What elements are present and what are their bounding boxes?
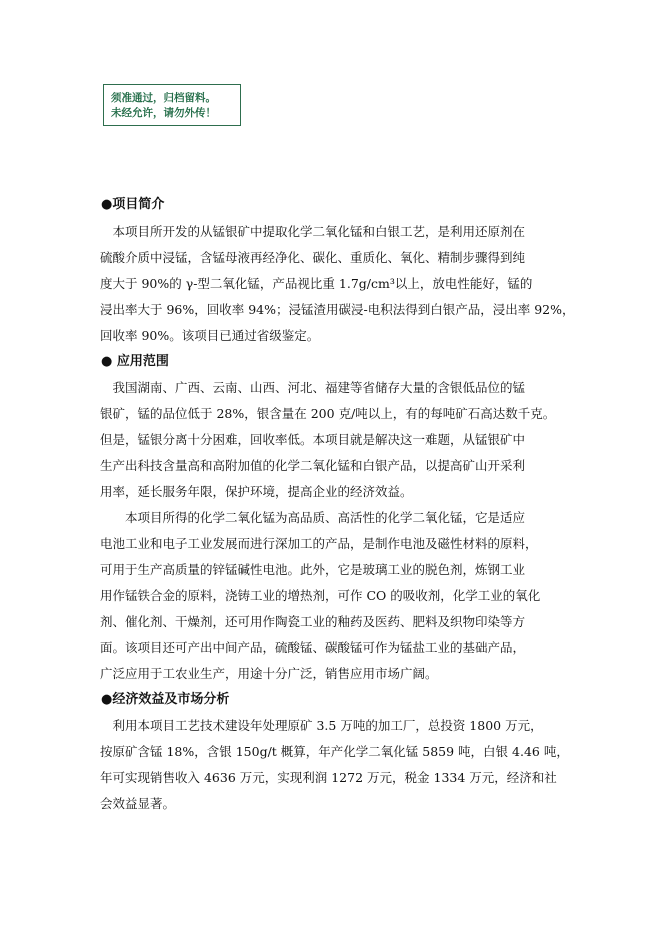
paragraph-line: 利用本项目工艺技术建设年处理原矿 3.5 万吨的加工厂，总投资 1800 万元， xyxy=(100,718,543,733)
paragraph-line: 用率，延长服务年限，保护环境，提高企业的经济效益。 xyxy=(100,484,413,499)
paragraph-line: 银矿，锰的品位低于 28%，银含量在 200 克/吨以上，有的每吨矿石高达数千克。 xyxy=(100,406,556,421)
paragraph-line: 生产出科技含量高和高附加值的化学二氧化锰和白银产品，以提高矿山开采利 xyxy=(100,458,526,473)
paragraph-line: 本项目所开发的从锰银矿中提取化学二氧化锰和白银工艺，是利用还原剂在 xyxy=(100,224,526,239)
paragraph-line: 电池工业和电子工业发展而进行深加工的产品，是制作电池及磁性材料的原料， xyxy=(100,536,538,551)
paragraph-line: 我国湖南、广西、云南、山西、河北、福建等省储存大量的含银低品位的锰 xyxy=(100,380,526,395)
paragraph-line: 用作锰铁合金的原料，浇铸工业的增热剂，可作 CO 的吸收剂，化学工业的氧化 xyxy=(100,588,541,603)
paragraph-line: 回收率 90%。该项目已通过省级鉴定。 xyxy=(100,328,320,343)
paragraph-line: 可用于生产高质量的锌锰碱性电池。此外，它是玻璃工业的脱色剂，炼钢工业 xyxy=(100,562,526,577)
paragraph-line: 浸出率大于 96%，回收率 94%；浸锰渣用碳浸-电积法得到白银产品，浸出率 92%， xyxy=(100,302,575,317)
section-heading-application-scope: ● 应用范围 xyxy=(101,354,169,369)
paragraph-line: 剂、催化剂、干燥剂，还可用作陶瓷工业的釉药及医药、肥料及织物印染等方 xyxy=(100,614,526,629)
paragraph-line: 按原矿含锰 18%，含银 150g/t 概算，年产化学二氧化锰 5859 吨，白银 4.46 吨， xyxy=(100,744,569,759)
section-heading-project-intro: ●项目简介 xyxy=(101,197,165,212)
paragraph-line: 但是，锰银分离十分困难，回收率低。本项目就是解决这一难题，从锰银矿中 xyxy=(100,432,526,447)
section-heading-economic-analysis: ●经济效益及市场分析 xyxy=(101,692,230,707)
paragraph-line: 度大于 90%的 γ-型二氧化锰，产品视比重 1.7g/cm³以上，放电性能好，锰的 xyxy=(100,276,533,291)
approval-stamp xyxy=(103,84,241,126)
paragraph-line: 年可实现销售收入 4636 万元，实现利润 1272 万元，税金 1334 万元，经济和社 xyxy=(100,770,557,785)
paragraph-line: 广泛应用于工农业生产，用途十分广泛，销售应用市场广阔。 xyxy=(100,666,438,681)
paragraph-line: 本项目所得的化学二氧化锰为高品质、高活性的化学二氧化锰，它是适应 xyxy=(100,510,526,525)
stamp-line-2: 未经允许，请勿外传！ xyxy=(111,107,216,119)
stamp-line-1: 须准通过，归档留料。 xyxy=(111,92,216,104)
paragraph-line: 会效益显著。 xyxy=(100,796,176,811)
paragraph-line: 硫酸介质中浸锰，含锰母液再经净化、碳化、重质化、氧化、精制步骤得到纯 xyxy=(100,250,526,265)
paragraph-line: 面。该项目还可产出中间产品，硫酸锰、碳酸锰可作为锰盐工业的基础产品， xyxy=(100,640,526,655)
